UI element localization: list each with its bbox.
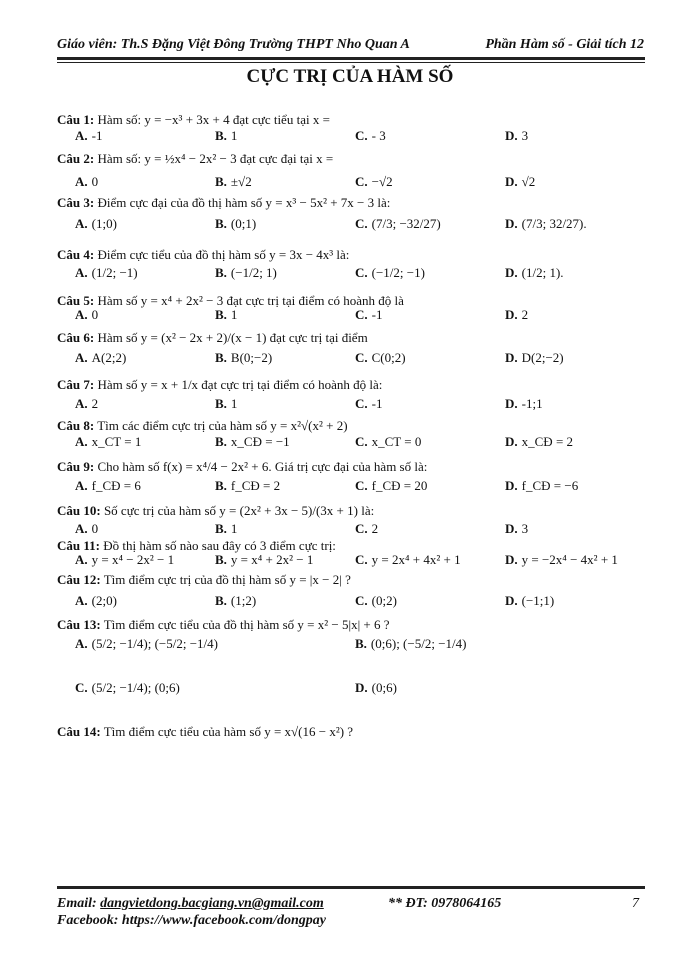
option-value: (−1;1): [521, 593, 555, 608]
answer-option: [215, 552, 313, 568]
answer-option: [355, 174, 393, 190]
option-value: −√2: [371, 174, 393, 189]
question-label: Câu 11:: [57, 538, 100, 553]
question-label: Câu 1:: [57, 112, 95, 127]
option-letter: C.: [355, 396, 368, 411]
answer-option: [75, 593, 117, 609]
option-value: (5/2; −1/4); (0;6): [91, 680, 180, 695]
option-letter: A.: [75, 593, 88, 608]
answer-option: [505, 265, 564, 281]
answer-option: [75, 350, 126, 366]
option-value: -1;1: [521, 396, 543, 411]
question-label: Câu 10:: [57, 503, 101, 518]
option-letter: A.: [75, 521, 88, 536]
option-letter: D.: [505, 174, 518, 189]
option-value: -1: [371, 396, 383, 411]
option-letter: C.: [355, 434, 368, 449]
answer-option: [215, 350, 272, 366]
option-letter: B.: [215, 216, 227, 231]
footer-facebook: Facebook: https://www.facebook.com/dongpay: [57, 913, 326, 928]
option-letter: D.: [505, 350, 518, 365]
answer-option: [75, 478, 141, 494]
answer-option: [215, 478, 280, 494]
question-text: Đồ thị hàm số nào sau đây có 3 điểm cực trị:: [103, 538, 336, 553]
question-label: Câu 12:: [57, 572, 101, 587]
answer-option: [355, 593, 397, 609]
option-value: C(0;2): [371, 350, 406, 365]
answer-option: [75, 307, 98, 323]
option-value: 0: [91, 521, 99, 536]
option-letter: B.: [215, 552, 227, 567]
option-letter: A.: [75, 350, 88, 365]
question-stem: [57, 330, 368, 346]
question-label: Câu 7:: [57, 377, 95, 392]
option-value: ±√2: [230, 174, 252, 189]
option-letter: B.: [215, 174, 227, 189]
option-value: x_CT = 0: [371, 434, 422, 449]
option-value: (2;0): [91, 593, 117, 608]
question-stem: [57, 459, 427, 475]
question-stem: [57, 377, 382, 393]
answer-option: [215, 307, 237, 323]
question-text: Điểm cực đại của đồ thị hàm số y = x³ − 5x² + 7x − 3 là:: [97, 195, 391, 210]
answer-option: [505, 350, 564, 366]
question-label: Câu 13:: [57, 617, 101, 632]
question-text: Tìm các điểm cực trị của hàm số y = x²√(x² + 2): [97, 418, 348, 433]
option-value: f_CĐ = 2: [230, 478, 281, 493]
question-label: Câu 9:: [57, 459, 95, 474]
answer-option: [215, 434, 290, 450]
option-letter: A.: [75, 307, 88, 322]
answer-option: [215, 128, 237, 144]
answer-option: [75, 552, 174, 568]
option-value: -1: [91, 128, 103, 143]
option-value: y = −2x⁴ − 4x² + 1: [521, 552, 618, 567]
option-value: (7/3; 32/27).: [521, 216, 587, 231]
option-letter: C.: [355, 174, 368, 189]
question-text: Tìm điểm cực tiểu của đồ thị hàm số y = x² − 5|x| + 6 ?: [103, 617, 390, 632]
option-value: y = x⁴ + 2x² − 1: [230, 552, 314, 567]
header-teacher: Giáo viên: Th.S Đặng Việt Đông Trường THPT Nho Quan A: [57, 37, 410, 52]
question-stem: [57, 247, 349, 263]
option-letter: C.: [355, 350, 368, 365]
option-letter: C.: [355, 265, 368, 280]
question-stem: [57, 617, 390, 633]
email-label: Email:: [57, 896, 101, 911]
option-value: 2: [521, 307, 529, 322]
answer-option: [75, 128, 102, 144]
option-value: y = x⁴ − 2x² − 1: [91, 552, 175, 567]
option-letter: C.: [355, 552, 368, 567]
option-letter: C.: [355, 521, 368, 536]
option-letter: A.: [75, 434, 88, 449]
option-letter: B.: [215, 478, 227, 493]
answer-option: [355, 478, 427, 494]
option-value: (0;6): [371, 680, 397, 695]
option-value: 1: [230, 396, 238, 411]
answer-option: [75, 680, 180, 696]
question-text: Hàm số y = x + 1/x đạt cực trị tại điểm có hoành độ là:: [97, 377, 383, 392]
answer-option: [215, 216, 256, 232]
footer-email-line: [57, 896, 324, 912]
page-title: CỰC TRỊ CỦA HÀM SỐ: [246, 66, 454, 87]
question-label: Câu 6:: [57, 330, 95, 345]
answer-option: [505, 128, 528, 144]
option-letter: D.: [505, 434, 518, 449]
answer-option: [355, 128, 386, 144]
option-letter: A.: [75, 128, 88, 143]
answer-option: [75, 434, 141, 450]
answer-option: [505, 396, 543, 412]
answer-option: [355, 396, 382, 412]
option-letter: C.: [75, 680, 88, 695]
option-value: - 3: [371, 128, 386, 143]
option-value: (1/2; 1).: [521, 265, 564, 280]
answer-option: [215, 174, 252, 190]
option-letter: B.: [215, 128, 227, 143]
option-letter: A.: [75, 265, 88, 280]
question-stem: [57, 418, 348, 434]
answer-option: [355, 636, 466, 652]
option-value: (1/2; −1): [91, 265, 138, 280]
answer-option: [75, 265, 138, 281]
answer-option: [215, 521, 237, 537]
answer-option: [215, 593, 256, 609]
option-letter: A.: [75, 552, 88, 567]
question-stem: [57, 572, 351, 588]
option-letter: D.: [505, 265, 518, 280]
option-value: √2: [521, 174, 536, 189]
option-letter: A.: [75, 174, 88, 189]
option-value: (5/2; −1/4); (−5/2; −1/4): [91, 636, 218, 651]
answer-option: [505, 478, 578, 494]
question-text: Hàm số: y = ½x⁴ − 2x² − 3 đạt cực đại tại x =: [97, 151, 334, 166]
option-letter: C.: [355, 216, 368, 231]
answer-option: [355, 307, 382, 323]
header-section: Phần Hàm số - Giải tích 12: [485, 37, 644, 52]
option-value: 2: [91, 396, 99, 411]
option-letter: C.: [355, 307, 368, 322]
option-value: (0;2): [371, 593, 397, 608]
option-value: f_CĐ = −6: [521, 478, 579, 493]
question-stem: [57, 195, 390, 211]
option-letter: C.: [355, 593, 368, 608]
option-value: (0;1): [230, 216, 257, 231]
option-value: 1: [230, 521, 238, 536]
option-letter: D.: [505, 521, 518, 536]
option-letter: D.: [505, 396, 518, 411]
option-value: 3: [521, 521, 529, 536]
question-stem: [57, 112, 330, 128]
option-value: 3: [521, 128, 529, 143]
option-value: (1;0): [91, 216, 117, 231]
option-value: A(2;2): [91, 350, 127, 365]
answer-option: [75, 521, 98, 537]
question-stem: [57, 724, 353, 740]
option-letter: D.: [505, 216, 518, 231]
option-value: 0: [91, 307, 99, 322]
option-letter: B.: [215, 265, 227, 280]
option-value: x_CĐ = 2: [521, 434, 574, 449]
answer-option: [355, 216, 441, 232]
question-text: Hàm số: y = −x³ + 3x + 4 đạt cực tiểu tại x =: [97, 112, 330, 127]
answer-option: [75, 174, 98, 190]
question-label: Câu 5:: [57, 293, 95, 308]
option-letter: A.: [75, 216, 88, 231]
option-letter: C.: [355, 478, 368, 493]
option-letter: D.: [505, 593, 518, 608]
question-stem: [57, 503, 374, 519]
answer-option: [505, 521, 528, 537]
answer-option: [505, 552, 618, 568]
option-letter: D.: [505, 307, 518, 322]
option-letter: D.: [505, 478, 518, 493]
question-label: Câu 14:: [57, 724, 101, 739]
question-text: Hàm số y = x⁴ + 2x² − 3 đạt cực trị tại điểm có hoành độ là: [97, 293, 404, 308]
question-text: Cho hàm số f(x) = x⁴/4 − 2x² + 6. Giá trị cực đại của hàm số là:: [97, 459, 428, 474]
question-label: Câu 2:: [57, 151, 95, 166]
option-letter: B.: [215, 350, 227, 365]
option-letter: B.: [215, 521, 227, 536]
email-link[interactable]: dangvietdong.bacgiang.vn@gmail.com: [100, 896, 324, 911]
option-value: 2: [371, 521, 379, 536]
answer-option: [505, 216, 587, 232]
option-value: (0;6); (−5/2; −1/4): [370, 636, 467, 651]
option-letter: A.: [75, 478, 88, 493]
footer-rule: [57, 886, 645, 889]
question-text: Tìm điểm cực trị của đồ thị hàm số y = |x − 2| ?: [103, 572, 351, 587]
option-value: f_CĐ = 6: [91, 478, 141, 493]
option-letter: B.: [215, 396, 227, 411]
answer-option: [355, 552, 461, 568]
option-letter: B.: [215, 434, 227, 449]
header-rule-thin: [57, 62, 645, 63]
option-value: (−1/2; 1): [230, 265, 277, 280]
question-text: Điểm cực tiểu của đồ thị hàm số y = 3x − 4x³ là:: [97, 247, 350, 262]
question-label: Câu 8:: [57, 418, 95, 433]
question-label: Câu 3:: [57, 195, 95, 210]
option-value: -1: [371, 307, 383, 322]
option-letter: B.: [215, 307, 227, 322]
option-letter: A.: [75, 636, 88, 651]
header-rule: [57, 57, 645, 60]
option-value: y = 2x⁴ + 4x² + 1: [371, 552, 461, 567]
answer-option: [505, 593, 554, 609]
option-value: x_CĐ = −1: [230, 434, 290, 449]
option-value: 1: [230, 128, 238, 143]
page-number: 7: [632, 896, 639, 911]
answer-option: [75, 216, 117, 232]
answer-option: [75, 636, 218, 652]
option-value: x_CT = 1: [91, 434, 142, 449]
option-value: f_CĐ = 20: [371, 478, 428, 493]
option-letter: D.: [355, 680, 368, 695]
option-value: 1: [230, 307, 238, 322]
option-value: (7/3; −32/27): [371, 216, 441, 231]
answer-option: [75, 396, 98, 412]
option-value: (1;2): [230, 593, 257, 608]
answer-option: [215, 265, 277, 281]
answer-option: [505, 174, 535, 190]
option-letter: D.: [505, 552, 518, 567]
footer-phone: ** ĐT: 0978064165: [388, 896, 502, 911]
option-value: (−1/2; −1): [371, 265, 425, 280]
answer-option: [355, 434, 421, 450]
answer-option: [355, 350, 406, 366]
option-value: D(2;−2): [521, 350, 564, 365]
option-letter: D.: [505, 128, 518, 143]
question-text: Tìm điểm cực tiểu của hàm số y = x√(16 − x²) ?: [103, 724, 354, 739]
question-text: Hàm số y = (x² − 2x + 2)/(x − 1) đạt cực trị tại điểm: [97, 330, 368, 345]
option-value: B(0;−2): [230, 350, 273, 365]
option-letter: C.: [355, 128, 368, 143]
answer-option: [215, 396, 237, 412]
answer-option: [505, 307, 528, 323]
question-label: Câu 4:: [57, 247, 95, 262]
option-letter: B.: [215, 593, 227, 608]
option-value: 0: [91, 174, 99, 189]
answer-option: [355, 521, 378, 537]
answer-option: [355, 680, 397, 696]
answer-option: [355, 265, 425, 281]
question-stem: [57, 151, 333, 167]
answer-option: [505, 434, 573, 450]
option-letter: A.: [75, 396, 88, 411]
question-text: Số cực trị của hàm số y = (2x² + 3x − 5)/(3x + 1) là:: [103, 503, 375, 518]
option-letter: B.: [355, 636, 367, 651]
